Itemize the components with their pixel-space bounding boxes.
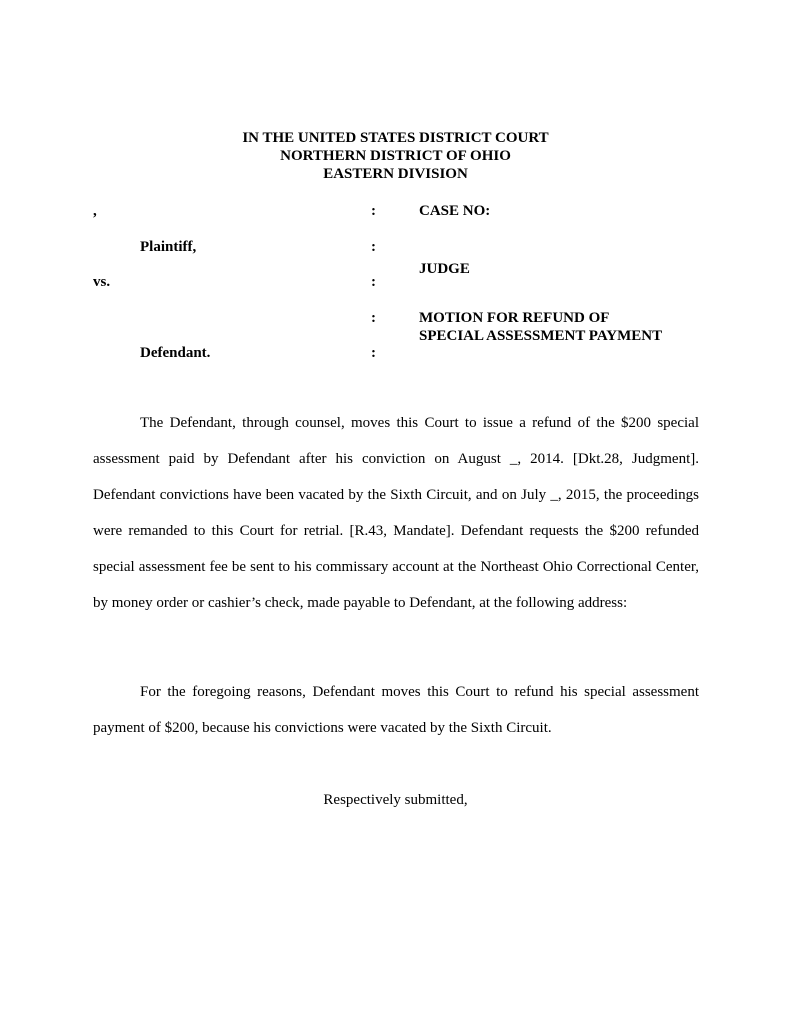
district-name: NORTHERN DISTRICT OF OHIO	[280, 148, 511, 164]
motion-conclusion	[93, 674, 699, 746]
motion-body	[93, 405, 699, 621]
plaintiff-label: Plaintiff,	[140, 239, 197, 255]
court-header	[0, 129, 791, 183]
motion-title-line2: SPECIAL ASSESSMENT PAYMENT	[419, 328, 663, 344]
court-name: IN THE UNITED STATES DISTRICT COURT	[242, 130, 549, 146]
body-paragraph: For the foregoing reasons, Defendant moves this Court to refund his special assessment payment of $200, because his convictions were vacated by the Sixth Circuit.	[93, 684, 699, 736]
caption-colon: :	[371, 203, 376, 219]
division-name: EASTERN DIVISION	[323, 166, 468, 182]
signature-closing: Respectively submitted,	[323, 792, 468, 808]
caption-colon: :	[371, 274, 376, 290]
caption-colon: :	[371, 345, 376, 361]
defendant-label: Defendant.	[140, 345, 211, 361]
judge-label: JUDGE	[419, 261, 470, 277]
versus-label: vs.	[93, 274, 111, 290]
plaintiff-name: ,	[93, 203, 97, 219]
case-number-label: CASE NO:	[419, 203, 491, 219]
body-paragraph: The Defendant, through counsel, moves this Court to issue a refund of the $200 special assessment paid by Defendant after his conviction on August _, 2014. [Dkt.28, Judgment]. Defendant convictions have been vacated by the Sixth Circuit, and on July _, 2015, the proceedings were remanded to this Court for retrial. [R.43, Mandate]. Defendant requests the $200 refunded special assessment fee be sent to his commissary account at the Northeast Ohio Correctional Center, by money order or cashier’s check, made payable to Defendant, at the following address:	[93, 415, 699, 611]
motion-title-line1: MOTION FOR REFUND OF	[419, 310, 610, 326]
caption-colon: :	[371, 310, 376, 326]
case-caption	[0, 200, 791, 370]
caption-colon: :	[371, 239, 376, 255]
